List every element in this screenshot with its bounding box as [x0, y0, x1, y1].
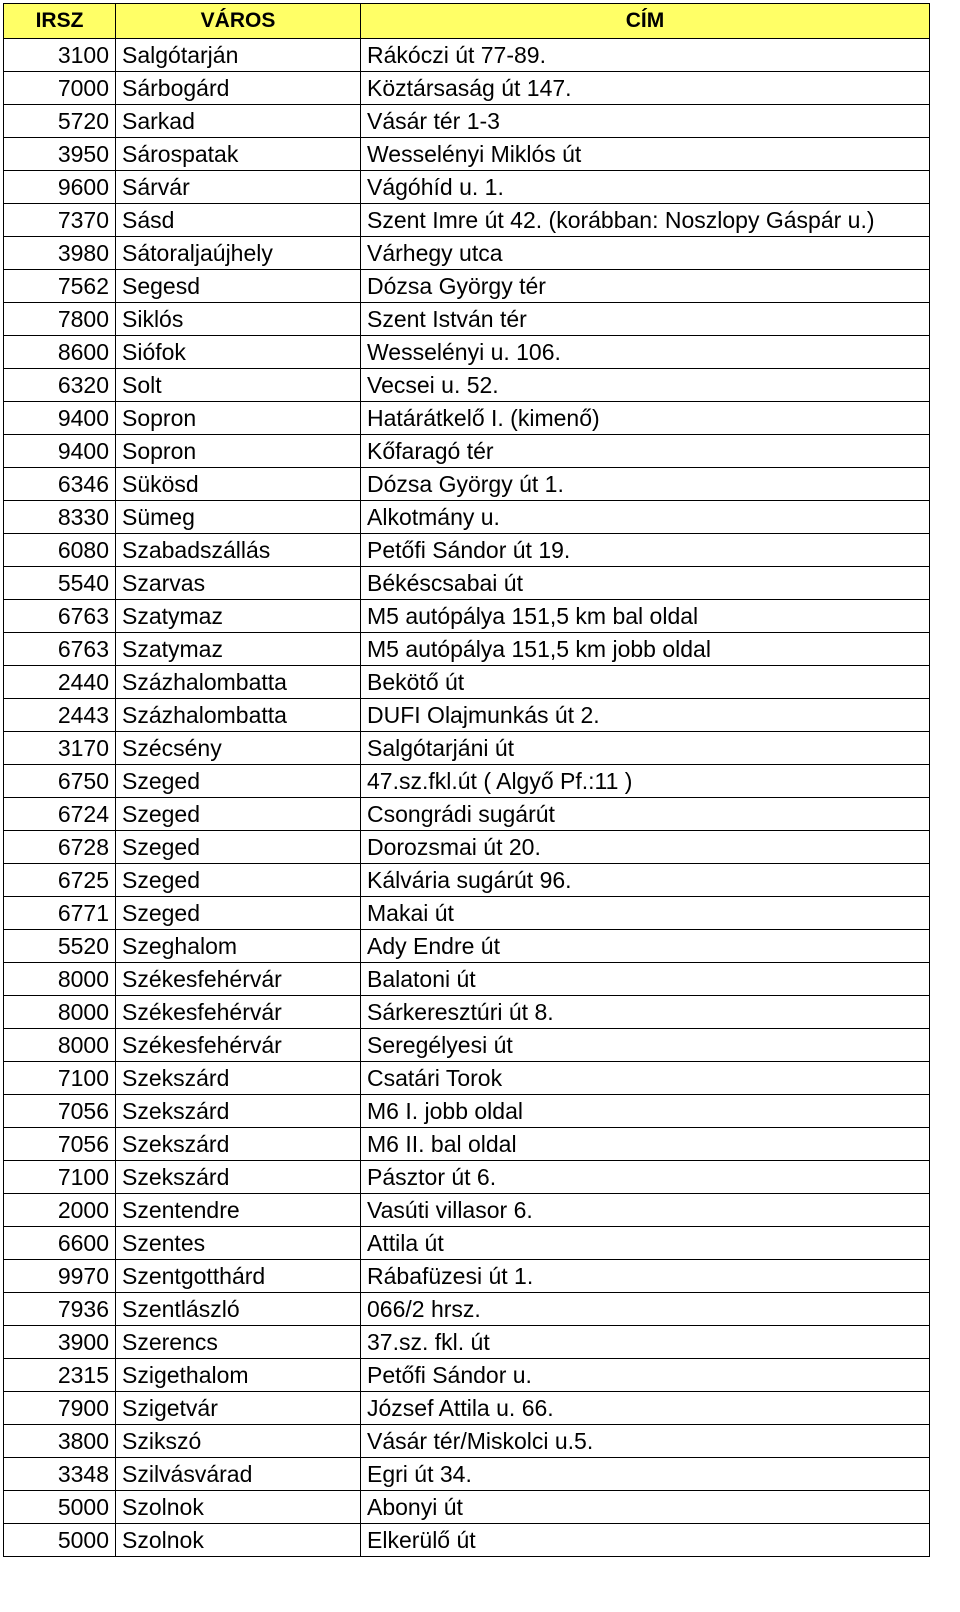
cell-irsz: 9400 [4, 435, 116, 468]
cell-cim: Csongrádi sugárút [361, 798, 930, 831]
table-row [4, 204, 930, 237]
table-row [4, 699, 930, 732]
cell-irsz: 3100 [4, 39, 116, 72]
table-row [4, 600, 930, 633]
table-header [4, 4, 930, 39]
cell-varos: Szeghalom [116, 930, 361, 963]
table-row [4, 1260, 930, 1293]
cell-cim: 066/2 hrsz. [361, 1293, 930, 1326]
cell-irsz: 8000 [4, 963, 116, 996]
cell-irsz: 6771 [4, 897, 116, 930]
cell-cim: Szent István tér [361, 303, 930, 336]
table-row [4, 666, 930, 699]
cell-irsz: 6080 [4, 534, 116, 567]
cell-irsz: 7056 [4, 1095, 116, 1128]
cell-cim: Abonyi út [361, 1491, 930, 1524]
cell-cim: Csatári Torok [361, 1062, 930, 1095]
cell-varos: Szécsény [116, 732, 361, 765]
cell-irsz: 9970 [4, 1260, 116, 1293]
cell-cim: Elkerülő út [361, 1524, 930, 1557]
cell-cim: Bekötő út [361, 666, 930, 699]
cell-cim: M6 II. bal oldal [361, 1128, 930, 1161]
table-row [4, 1524, 930, 1557]
cell-irsz: 8330 [4, 501, 116, 534]
cell-varos: Székesfehérvár [116, 963, 361, 996]
cell-varos: Székesfehérvár [116, 1029, 361, 1062]
table-row [4, 996, 930, 1029]
cell-cim: Sárkeresztúri út 8. [361, 996, 930, 1029]
table-row [4, 1458, 930, 1491]
cell-irsz: 3348 [4, 1458, 116, 1491]
table-row [4, 534, 930, 567]
cell-cim: József Attila u. 66. [361, 1392, 930, 1425]
cell-varos: Százhalombatta [116, 699, 361, 732]
cell-irsz: 7100 [4, 1062, 116, 1095]
cell-varos: Szeged [116, 765, 361, 798]
cell-varos: Siófok [116, 336, 361, 369]
table-row [4, 897, 930, 930]
cell-varos: Szekszárd [116, 1062, 361, 1095]
cell-cim: M5 autópálya 151,5 km bal oldal [361, 600, 930, 633]
cell-irsz: 3900 [4, 1326, 116, 1359]
cell-irsz: 7936 [4, 1293, 116, 1326]
table-row [4, 864, 930, 897]
cell-cim: Wesselényi Miklós út [361, 138, 930, 171]
header-varos: VÁROS [116, 4, 361, 39]
cell-irsz: 9600 [4, 171, 116, 204]
table-row [4, 402, 930, 435]
cell-cim: Várhegy utca [361, 237, 930, 270]
cell-varos: Százhalombatta [116, 666, 361, 699]
cell-varos: Szentgotthárd [116, 1260, 361, 1293]
cell-varos: Segesd [116, 270, 361, 303]
cell-varos: Szentes [116, 1227, 361, 1260]
cell-irsz: 5720 [4, 105, 116, 138]
table-row [4, 1293, 930, 1326]
cell-varos: Szarvas [116, 567, 361, 600]
cell-varos: Sükösd [116, 468, 361, 501]
cell-irsz: 6750 [4, 765, 116, 798]
cell-irsz: 7562 [4, 270, 116, 303]
cell-varos: Szentlászló [116, 1293, 361, 1326]
cell-irsz: 2000 [4, 1194, 116, 1227]
table-row [4, 1029, 930, 1062]
table-row [4, 1425, 930, 1458]
table-row [4, 336, 930, 369]
address-table [3, 3, 930, 1557]
cell-varos: Szatymaz [116, 633, 361, 666]
cell-cim: Pásztor út 6. [361, 1161, 930, 1194]
table-row [4, 1161, 930, 1194]
cell-irsz: 7056 [4, 1128, 116, 1161]
cell-irsz: 7900 [4, 1392, 116, 1425]
cell-varos: Szatymaz [116, 600, 361, 633]
cell-irsz: 6600 [4, 1227, 116, 1260]
cell-cim: Dózsa György tér [361, 270, 930, 303]
cell-varos: Szerencs [116, 1326, 361, 1359]
cell-varos: Sümeg [116, 501, 361, 534]
cell-cim: M6 I. jobb oldal [361, 1095, 930, 1128]
header-cim: CÍM [361, 4, 930, 39]
table-row [4, 963, 930, 996]
cell-irsz: 3980 [4, 237, 116, 270]
table-row [4, 468, 930, 501]
cell-cim: Köztársaság út 147. [361, 72, 930, 105]
cell-varos: Sásd [116, 204, 361, 237]
cell-cim: M5 autópálya 151,5 km jobb oldal [361, 633, 930, 666]
cell-varos: Sárbogárd [116, 72, 361, 105]
cell-cim: Vágóhíd u. 1. [361, 171, 930, 204]
cell-varos: Siklós [116, 303, 361, 336]
cell-irsz: 6725 [4, 864, 116, 897]
cell-varos: Szabadszállás [116, 534, 361, 567]
cell-cim: Rábafüzesi út 1. [361, 1260, 930, 1293]
cell-irsz: 7800 [4, 303, 116, 336]
cell-cim: Határátkelő I. (kimenő) [361, 402, 930, 435]
cell-varos: Szentendre [116, 1194, 361, 1227]
table-row [4, 1326, 930, 1359]
table-row [4, 1491, 930, 1524]
cell-irsz: 3950 [4, 138, 116, 171]
cell-varos: Székesfehérvár [116, 996, 361, 1029]
cell-cim: Salgótarjáni út [361, 732, 930, 765]
header-row [4, 4, 930, 39]
cell-irsz: 2443 [4, 699, 116, 732]
cell-varos: Szekszárd [116, 1128, 361, 1161]
cell-cim: Békéscsabai út [361, 567, 930, 600]
cell-irsz: 7000 [4, 72, 116, 105]
cell-irsz: 7100 [4, 1161, 116, 1194]
table-row [4, 1359, 930, 1392]
cell-varos: Szigetvár [116, 1392, 361, 1425]
cell-cim: Vásár tér 1-3 [361, 105, 930, 138]
cell-cim: Ady Endre út [361, 930, 930, 963]
cell-cim: Petőfi Sándor út 19. [361, 534, 930, 567]
cell-irsz: 5520 [4, 930, 116, 963]
table-row [4, 732, 930, 765]
table-row [4, 138, 930, 171]
cell-cim: DUFI Olajmunkás út 2. [361, 699, 930, 732]
table-row [4, 633, 930, 666]
table-row [4, 1095, 930, 1128]
cell-irsz: 8600 [4, 336, 116, 369]
table-row [4, 105, 930, 138]
cell-irsz: 5000 [4, 1524, 116, 1557]
cell-varos: Szeged [116, 798, 361, 831]
cell-varos: Sopron [116, 435, 361, 468]
table-row [4, 1392, 930, 1425]
cell-irsz: 6724 [4, 798, 116, 831]
header-irsz: IRSZ [4, 4, 116, 39]
table-row [4, 72, 930, 105]
cell-cim: Dózsa György út 1. [361, 468, 930, 501]
table-row [4, 765, 930, 798]
cell-varos: Szigethalom [116, 1359, 361, 1392]
cell-irsz: 6320 [4, 369, 116, 402]
cell-cim: 37.sz. fkl. út [361, 1326, 930, 1359]
cell-irsz: 6346 [4, 468, 116, 501]
table-body [4, 39, 930, 1557]
cell-varos: Szeged [116, 831, 361, 864]
table-row [4, 1062, 930, 1095]
table-row [4, 1128, 930, 1161]
table-row [4, 930, 930, 963]
cell-cim: Makai út [361, 897, 930, 930]
cell-varos: Sopron [116, 402, 361, 435]
cell-irsz: 6763 [4, 600, 116, 633]
cell-varos: Szolnok [116, 1491, 361, 1524]
cell-cim: Balatoni út [361, 963, 930, 996]
cell-cim: Egri út 34. [361, 1458, 930, 1491]
cell-irsz: 2315 [4, 1359, 116, 1392]
cell-irsz: 7370 [4, 204, 116, 237]
cell-cim: 47.sz.fkl.út ( Algyő Pf.:11 ) [361, 765, 930, 798]
cell-irsz: 8000 [4, 1029, 116, 1062]
cell-varos: Sárvár [116, 171, 361, 204]
table-row [4, 501, 930, 534]
cell-varos: Szeged [116, 864, 361, 897]
cell-varos: Sárospatak [116, 138, 361, 171]
table-row [4, 270, 930, 303]
cell-varos: Salgótarján [116, 39, 361, 72]
cell-irsz: 5000 [4, 1491, 116, 1524]
table-row [4, 831, 930, 864]
cell-varos: Szilvásvárad [116, 1458, 361, 1491]
table-row [4, 1227, 930, 1260]
cell-cim: Kálvária sugárút 96. [361, 864, 930, 897]
cell-cim: Vasúti villasor 6. [361, 1194, 930, 1227]
address-table-sheet [3, 3, 929, 1557]
cell-cim: Szent Imre út 42. (korábban: Noszlopy Gáspár u.) [361, 204, 930, 237]
cell-cim: Attila út [361, 1227, 930, 1260]
cell-varos: Solt [116, 369, 361, 402]
table-row [4, 237, 930, 270]
cell-cim: Wesselényi u. 106. [361, 336, 930, 369]
table-row [4, 369, 930, 402]
cell-irsz: 3800 [4, 1425, 116, 1458]
table-row [4, 39, 930, 72]
cell-cim: Alkotmány u. [361, 501, 930, 534]
cell-irsz: 3170 [4, 732, 116, 765]
table-row [4, 435, 930, 468]
cell-irsz: 2440 [4, 666, 116, 699]
table-row [4, 303, 930, 336]
cell-varos: Szikszó [116, 1425, 361, 1458]
cell-cim: Seregélyesi út [361, 1029, 930, 1062]
cell-varos: Sátoraljaújhely [116, 237, 361, 270]
cell-cim: Vásár tér/Miskolci u.5. [361, 1425, 930, 1458]
cell-varos: Szeged [116, 897, 361, 930]
cell-varos: Szekszárd [116, 1161, 361, 1194]
table-row [4, 1194, 930, 1227]
cell-varos: Sarkad [116, 105, 361, 138]
cell-cim: Dorozsmai út 20. [361, 831, 930, 864]
table-row [4, 798, 930, 831]
cell-cim: Kőfaragó tér [361, 435, 930, 468]
cell-cim: Petőfi Sándor u. [361, 1359, 930, 1392]
cell-irsz: 9400 [4, 402, 116, 435]
cell-cim: Rákóczi út 77-89. [361, 39, 930, 72]
cell-irsz: 5540 [4, 567, 116, 600]
cell-varos: Szekszárd [116, 1095, 361, 1128]
cell-irsz: 6763 [4, 633, 116, 666]
cell-cim: Vecsei u. 52. [361, 369, 930, 402]
table-row [4, 171, 930, 204]
cell-varos: Szolnok [116, 1524, 361, 1557]
table-row [4, 567, 930, 600]
cell-irsz: 6728 [4, 831, 116, 864]
cell-irsz: 8000 [4, 996, 116, 1029]
